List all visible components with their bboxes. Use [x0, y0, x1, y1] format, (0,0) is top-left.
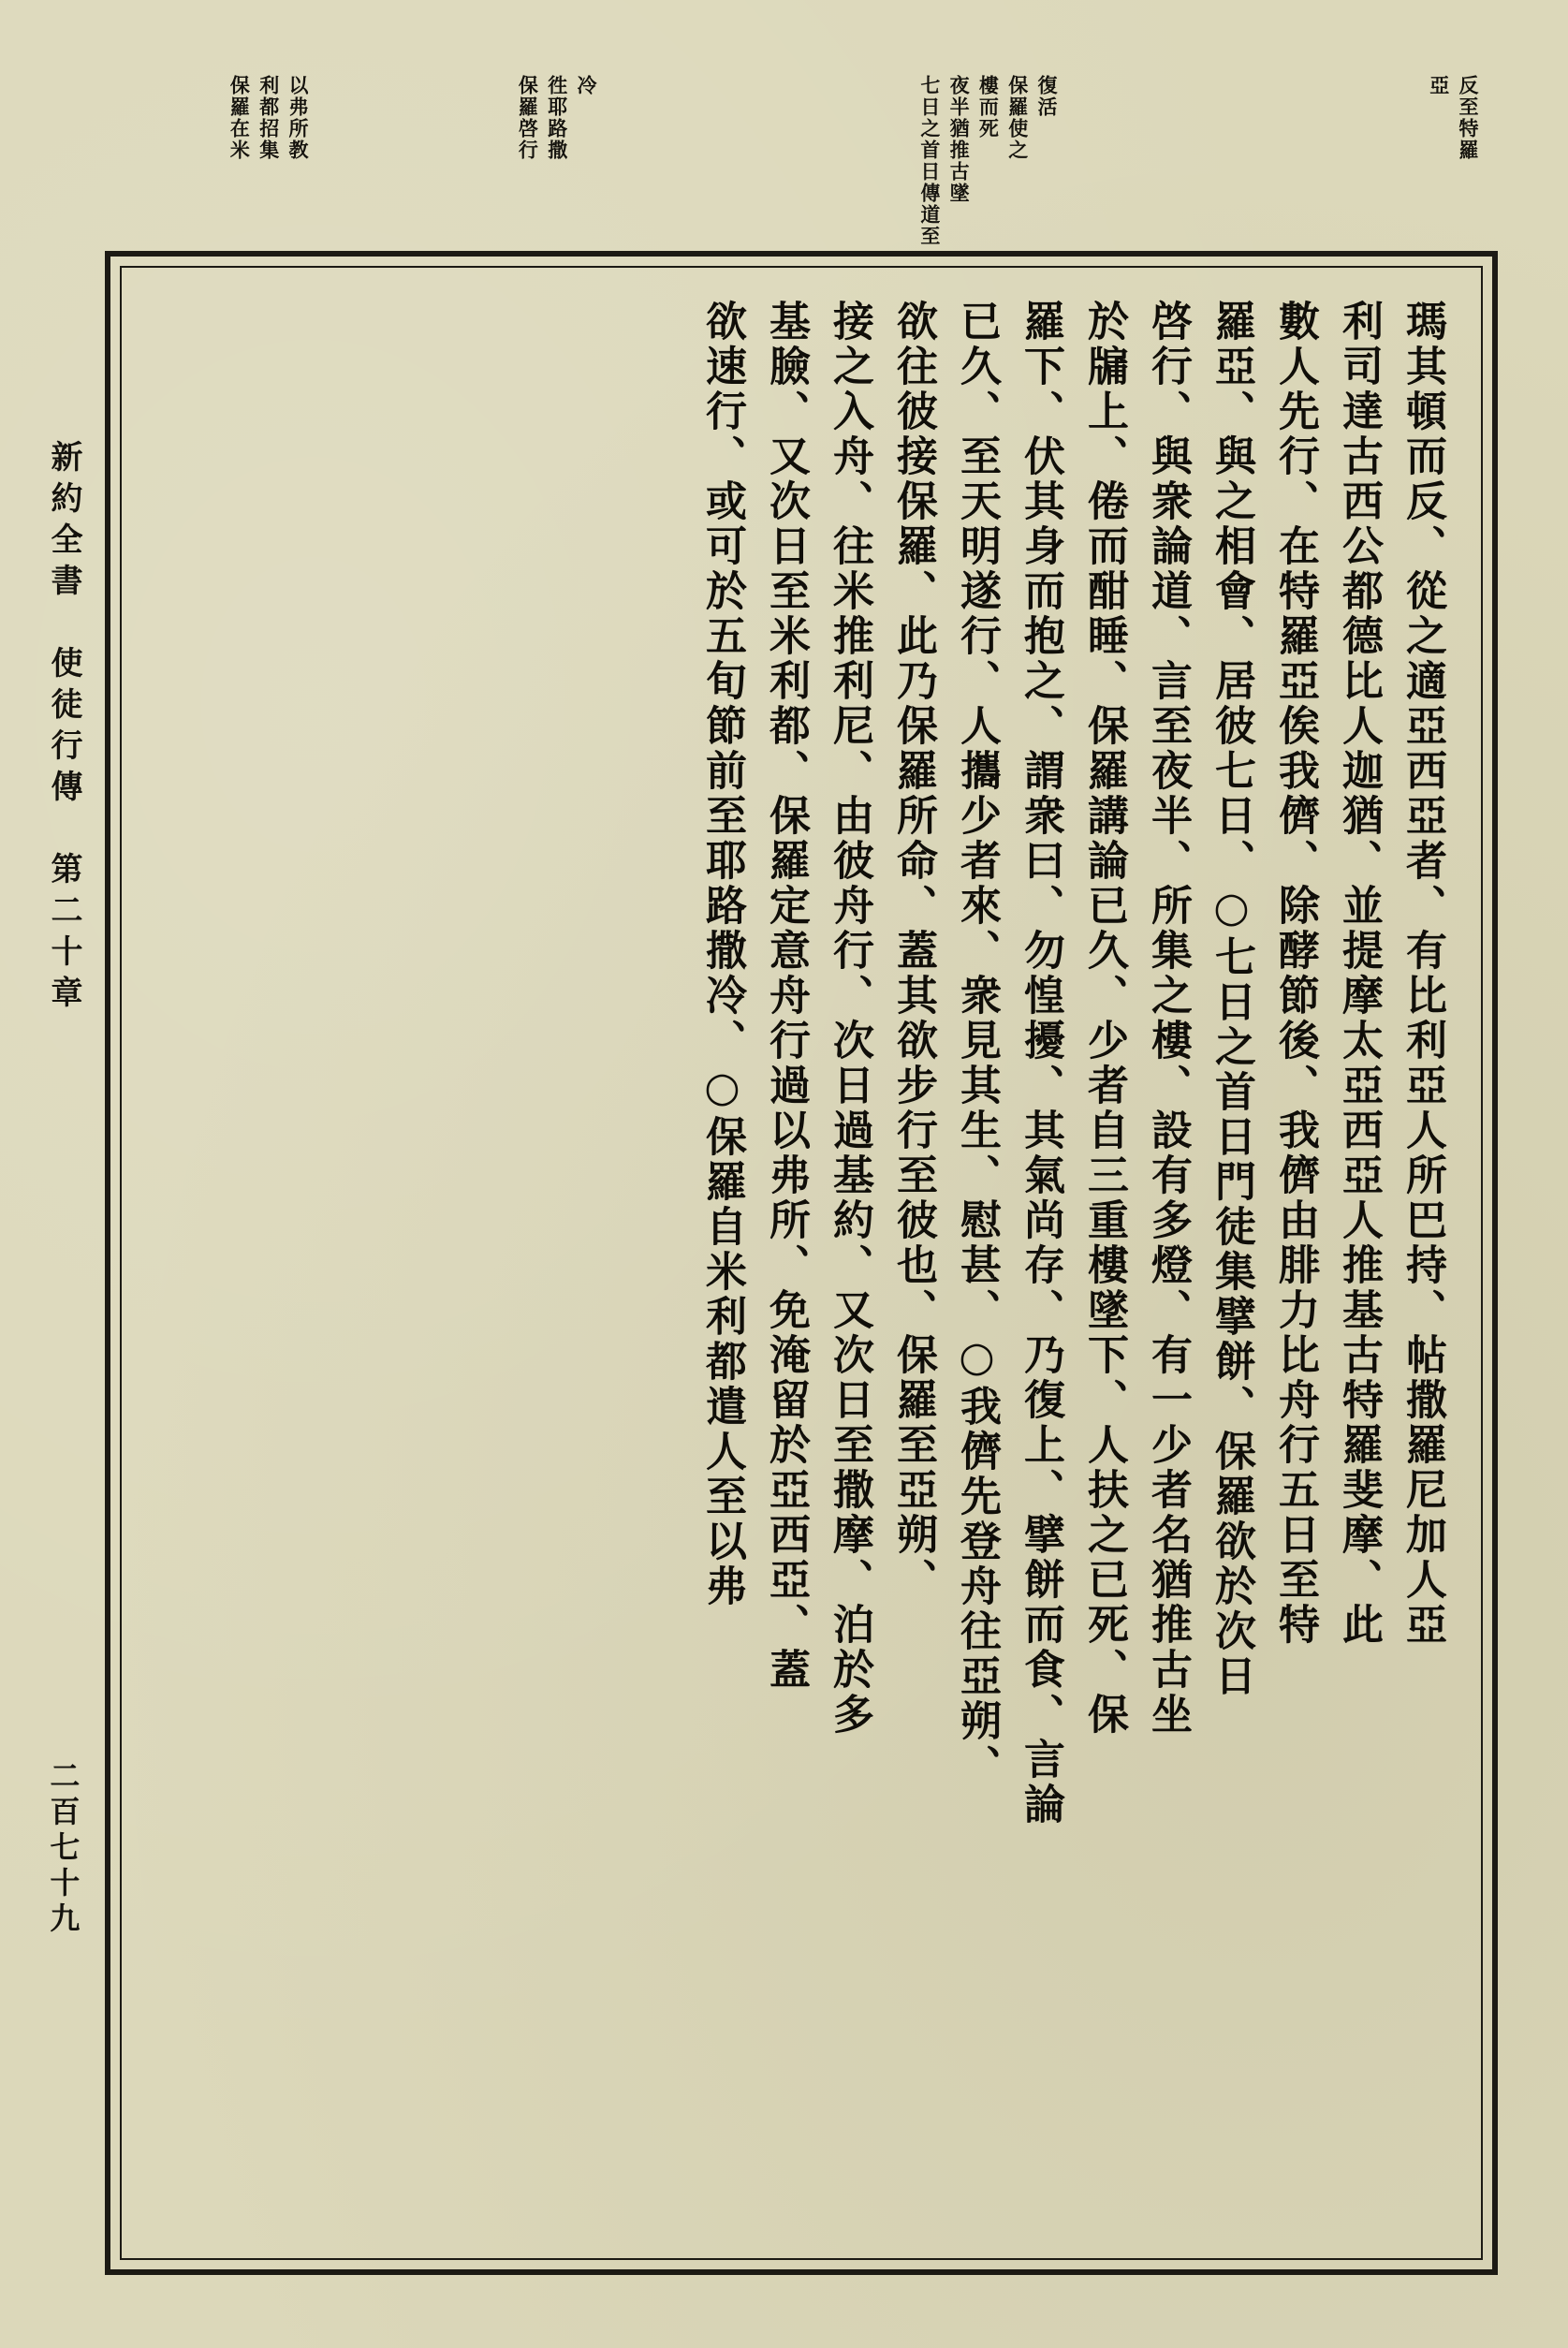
text-column: 欲往彼接保羅、此乃保羅所命、蓋其欲步行至彼也、保羅至亞朔、 [889, 300, 937, 1603]
running-head-group-3 [511, 75, 599, 243]
running-head-line: 復活 [1035, 75, 1059, 118]
running-head-group-2 [914, 75, 1060, 247]
running-heads [105, 75, 1498, 247]
running-head-line: 利都招集 [256, 75, 281, 161]
text-column: 數人先行、在特羅亞俟我儕、除酵節後、我儕由腓力比舟行五日至特 [1271, 300, 1319, 1648]
text-column: 羅亞、與之相會、居彼七日、○七日之首日門徒集擘餅、保羅欲於次日 [1208, 300, 1255, 1699]
text-column: 欲速行、或可於五旬節前至耶路撒冷、○保羅自米利都遣人至以弗 [698, 300, 746, 1609]
book-chapter-title: 新約全書 使徒行傳 第二十章 [45, 440, 82, 1017]
running-head-group-1 [1422, 75, 1481, 243]
running-head-line: 反至特羅 [1457, 75, 1480, 161]
running-head-line: 亞 [1427, 75, 1451, 96]
running-head-line: 夜半猶推古墜 [947, 75, 972, 204]
running-head-line: 保羅啓行 [516, 75, 540, 161]
text-column: 啓行、與衆論道、言至夜半、所集之樓、設有多燈、有一少者名猶推古坐 [1144, 300, 1192, 1738]
running-head-line: 樓而死 [976, 75, 1001, 139]
text-column: 利司達古西公都德比人迦猶、並提摩太亞西亞人推基古特羅斐摩、此 [1335, 300, 1383, 1648]
body-text-columns [125, 273, 1477, 2253]
text-column: 羅下、伏其身而抱之、謂衆曰、勿惶擾、其氣尚存、乃復上、擘餅而食、言論 [1017, 300, 1064, 1827]
running-head-line: 冷 [575, 75, 598, 96]
text-column: 接之入舟、往米推利尼、由彼舟行、次日過基約、又次日至撒摩、泊於多 [826, 300, 873, 1738]
text-column: 於牖上、倦而酣睡、保羅講論已久、少者自三重樓墜下、人扶之已死、保 [1080, 300, 1128, 1738]
running-head-line: 以弗所教 [286, 75, 310, 161]
running-head-line: 徃耶路撒 [545, 75, 569, 161]
text-column: 基臉、又次日至米利都、保羅定意舟行過以弗所、免淹留於亞西亞、蓋 [762, 300, 810, 1693]
running-head-line: 七日之首日傳道至 [917, 75, 942, 247]
text-column: 已久、至天明遂行、人攜少者來、衆見其生、慰甚、○我儕先登舟往亞朔、 [953, 300, 1001, 1789]
running-head-line: 保羅在米 [227, 75, 252, 161]
text-column: 瑪其頓而反、從之適亞西亞者、有比利亞人所巴持、帖撒羅尼加人亞 [1399, 300, 1446, 1648]
page-number: 二百七十九 [45, 1760, 81, 1938]
running-head-group-4 [223, 75, 311, 243]
running-head-line: 保羅使之 [1005, 75, 1030, 161]
